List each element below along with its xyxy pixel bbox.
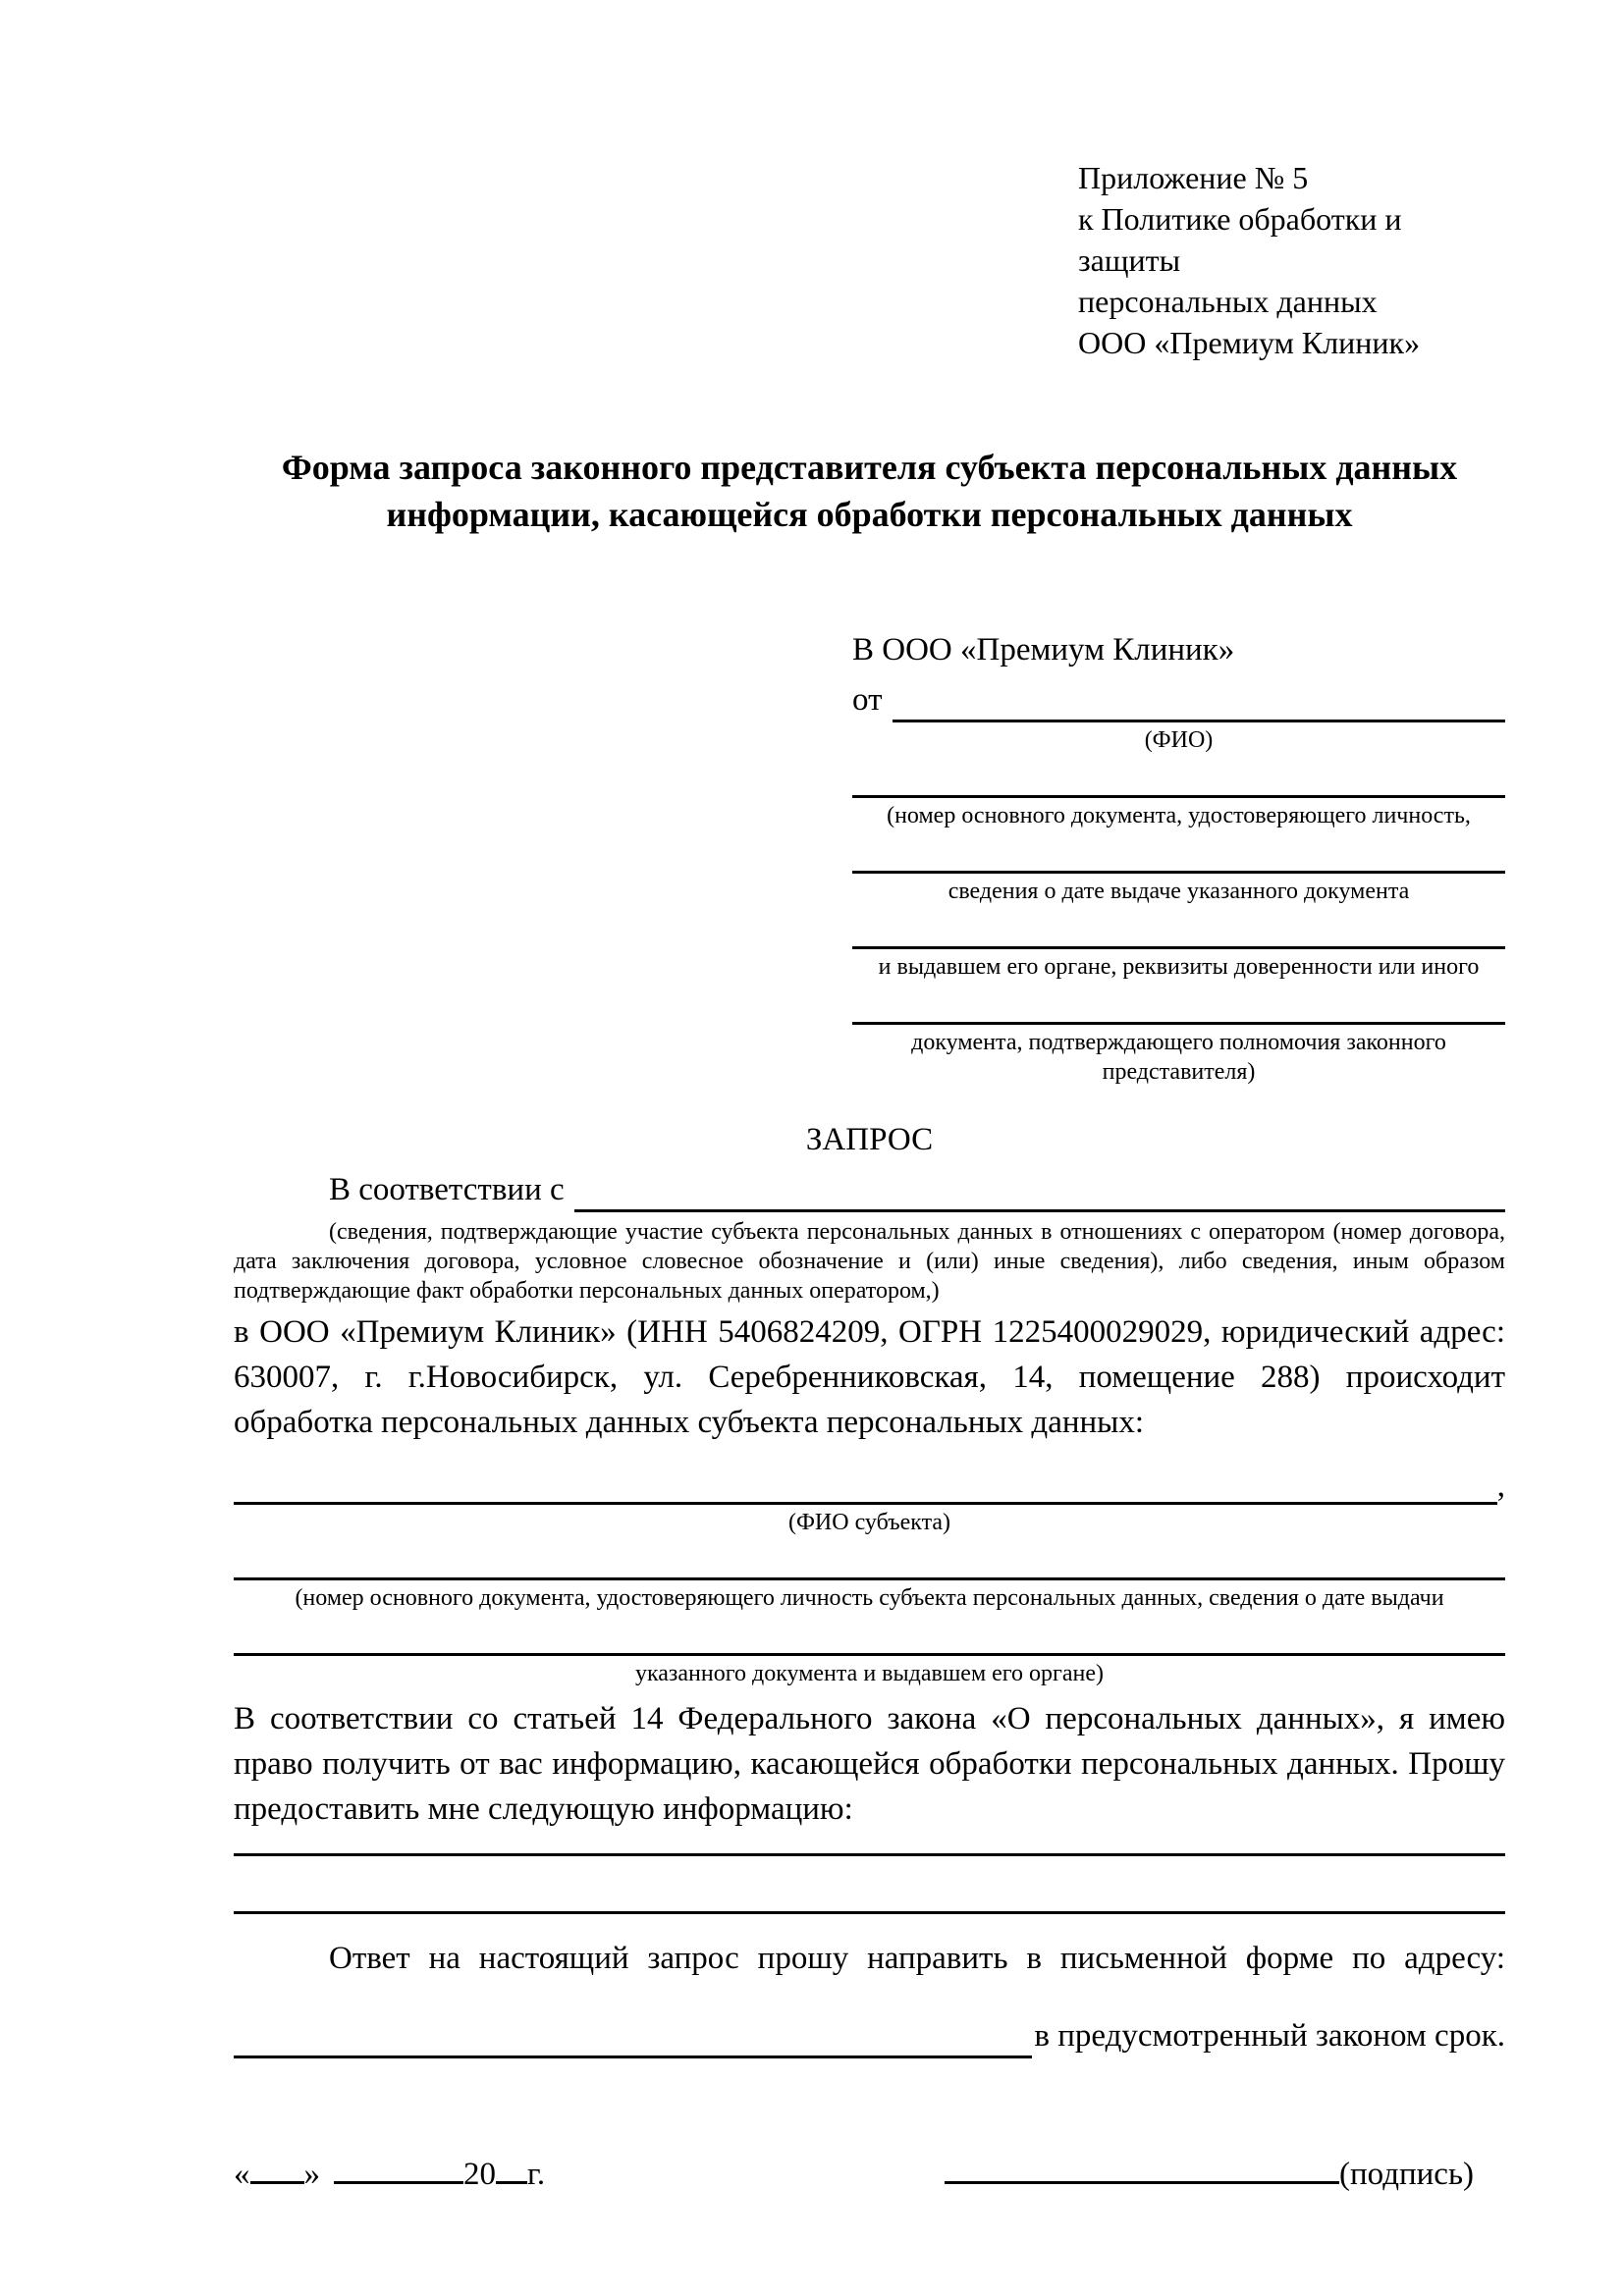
accordance-row: [234, 1168, 1505, 1212]
date-quote-close: »: [303, 2157, 320, 2192]
requested-info-blank-line-2: [234, 1911, 1505, 1914]
operator-paragraph: в ООО «Премиум Клиник» (ИНН 5406824209, ОГРН 1225400029029, юридический адрес: 630007, г. г.Новосибирск, ул. Серебренниковская, 14, помещение 288) происходит обработка персональных данных субъекта персональных данных:: [234, 1314, 1505, 1440]
response-tail-text: в предусмотренный законом срок.: [1034, 2018, 1505, 2054]
requested-info-blank-line-1: [234, 1853, 1505, 1856]
response-address-row: [234, 2013, 1505, 2058]
from-label: от: [852, 682, 883, 718]
date-signature-row: [234, 2149, 1505, 2197]
document-title: [234, 444, 1505, 538]
date-field: [234, 2149, 545, 2197]
document-number-blank-line: [852, 792, 1505, 798]
authority-document-blank-line: [852, 1019, 1505, 1025]
relationship-evidence-caption: (сведения, подтверждающие участие субъекта персональных данных в отношениях с оператором (номер договора, дата заключения договора, условное словесное обозначение и (или) иные сведения), либо сведения, иным образом подтверждающие факт обработки персональных данных оператором,): [234, 1219, 1505, 1304]
issuing-authority-caption: и выдавшем его органе, реквизиты доверенности или иного: [878, 954, 1480, 980]
law-paragraph: В соответствии со статьей 14 Федерального закона «О персональных данных», я имею право получить от вас информацию, касающейся обработки персональных данных. Прошу предоставить мне следующую информацию:: [234, 1701, 1505, 1827]
fio-caption: (ФИО): [1144, 727, 1214, 753]
from-row: [852, 678, 1505, 722]
year-prefix: 20: [463, 2157, 496, 2192]
annex-line: ООО «Премиум Клиник»: [1078, 325, 1421, 360]
annex-line: к Политике обработки и защиты: [1078, 201, 1402, 278]
annex-line: Приложение № 5: [1078, 160, 1309, 195]
request-heading: ЗАПРОС: [805, 1122, 934, 1157]
subject-name-row: [234, 1465, 1505, 1505]
subject-name-blank-line: [234, 1465, 1497, 1505]
addressee-block: [852, 628, 1505, 1087]
authority-document-caption: документа, подтверждающего полномочия законного представителя): [911, 1030, 1446, 1085]
annex-block: [1078, 157, 1505, 363]
year-suffix: г.: [527, 2157, 546, 2192]
document-content: [234, 0, 1505, 2197]
accordance-blank-line: [574, 1172, 1505, 1212]
day-blank-line: [250, 2149, 304, 2184]
subject-line-comma: ,: [1496, 1468, 1505, 1504]
document-number-caption: (номер основного документа, удостоверяющего личность,: [887, 803, 1471, 828]
response-address-blank-line: [234, 2018, 1032, 2058]
title-line-2: информации, касающейся обработки персональных данных: [386, 495, 1353, 534]
annex-line: персональных данных: [1078, 284, 1378, 319]
signature-blank-line: [945, 2149, 1339, 2184]
subject-document-caption-2: указанного документа и выдавшем его органе): [634, 1661, 1105, 1686]
response-lead-paragraph: Ответ на настоящий запрос прошу направить в письменной форме по адресу:: [329, 1941, 1505, 1976]
subject-document-blank-line-2: [234, 1650, 1505, 1656]
representative-name-blank-line: [893, 682, 1506, 722]
signature-field: [945, 2149, 1474, 2197]
subject-document-blank-line: [234, 1575, 1505, 1580]
addressee-organization: В ООО «Премиум Клиник»: [852, 632, 1235, 667]
year-blank-line: [496, 2149, 527, 2184]
signature-caption: (подпись): [1339, 2157, 1474, 2192]
issue-date-caption: сведения о дате выдаче указанного документа: [947, 879, 1410, 904]
subject-document-caption-1: (номер основного документа, удостоверяющего личность субъекта персональных данных, сведения о дате выдачи: [295, 1585, 1444, 1611]
title-line-1: Форма запроса законного представителя субъекта персональных данных: [281, 448, 1458, 487]
subject-fio-caption: (ФИО субъекта): [787, 1510, 951, 1535]
accordance-lead: В соответствии с: [329, 1172, 565, 1207]
issue-date-blank-line: [852, 868, 1505, 874]
issuing-authority-blank-line: [852, 943, 1505, 949]
date-quote-open: «: [234, 2157, 250, 2192]
month-blank-line: [334, 2149, 463, 2184]
